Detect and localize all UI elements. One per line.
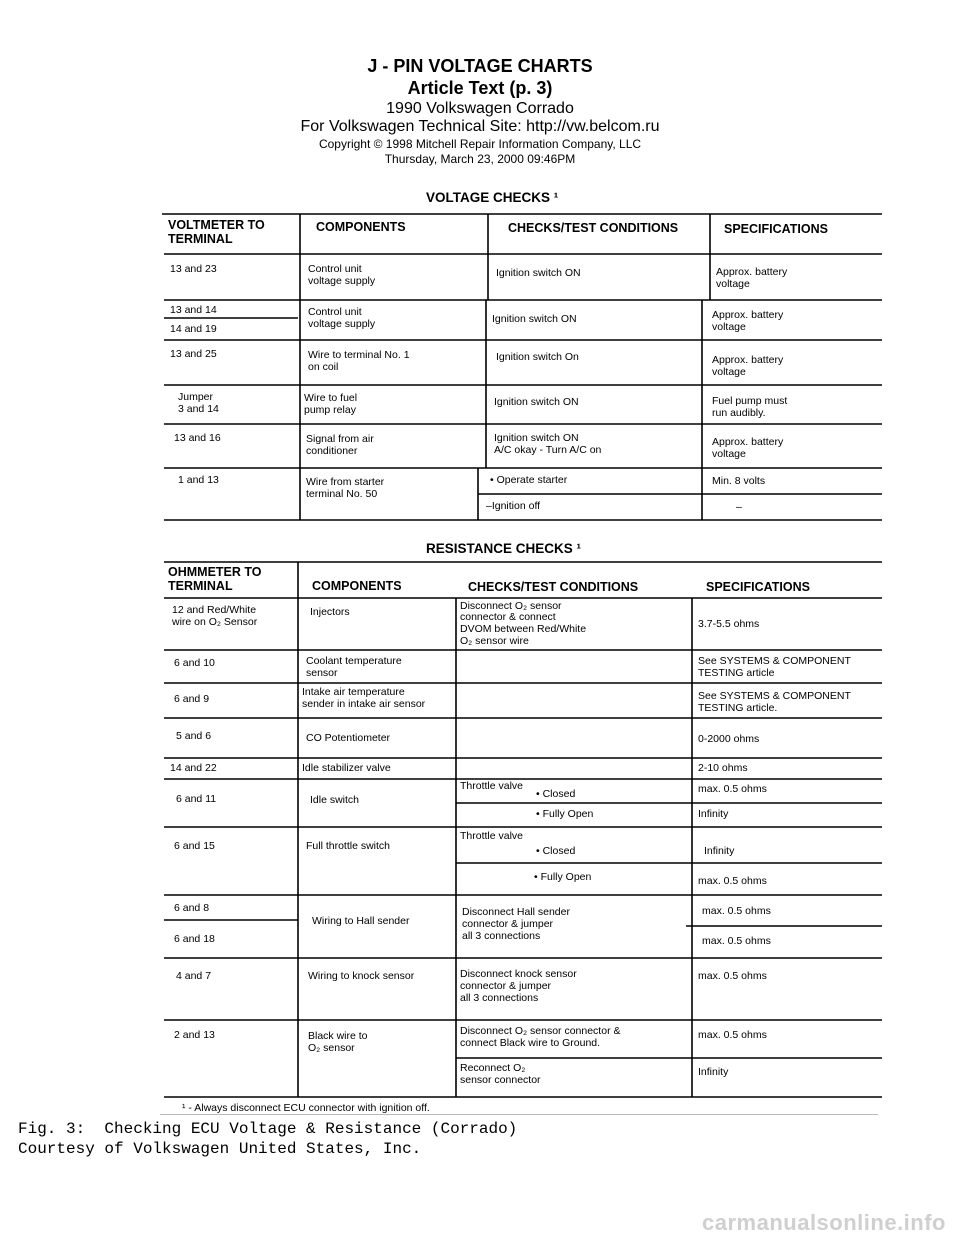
v-row3-component-1: Wire to terminal No. 1 <box>308 349 410 361</box>
r-row5-spec: 2-10 ohms <box>698 762 748 774</box>
r-row8-check-2: connector & jumper <box>462 918 554 930</box>
r-row7-component: Full throttle switch <box>306 840 391 852</box>
v-row4-component-1: Wire to fuel <box>304 392 358 404</box>
v-row2-terminal-1: 13 and 14 <box>170 304 217 316</box>
r-row9-spec: max. 0.5 ohms <box>698 970 767 982</box>
r-row6-component: Idle switch <box>310 794 360 806</box>
r-row3-component-2: sender in intake air sensor <box>302 698 426 710</box>
r-row7-spec-1: Infinity <box>704 845 735 857</box>
r-row7-terminal: 6 and 15 <box>174 840 215 852</box>
r-row6-terminal: 6 and 11 <box>176 793 217 805</box>
v-row4-spec-2: run audibly. <box>712 407 766 419</box>
v-row6-spec-1: Min. 8 volts <box>712 475 766 487</box>
v-row6-component-2: terminal No. 50 <box>306 488 378 500</box>
site-line: For Volkswagen Technical Site: http://vw.belcom.ru <box>300 118 660 135</box>
r-row7-check-1: Throttle valve <box>460 830 524 842</box>
page-title: J - PIN VOLTAGE CHARTS <box>367 56 593 76</box>
r-row6-spec-1: max. 0.5 ohms <box>698 783 767 795</box>
v-row2-component-2: voltage supply <box>308 318 376 330</box>
r-row10-spec-1: max. 0.5 ohms <box>698 1029 767 1041</box>
v-row5-check-2: A/C okay - Turn A/C on <box>494 444 602 456</box>
vehicle-line: 1990 Volkswagen Corrado <box>386 100 574 117</box>
r-row10-spec-2: Infinity <box>698 1066 729 1078</box>
r-row1-terminal-2: wire on O₂ Sensor <box>172 616 258 628</box>
r-row10-check-4: sensor connector <box>460 1074 541 1086</box>
v-row5-spec-2: voltage <box>712 448 746 460</box>
copyright-line: Copyright © 1998 Mitchell Repair Information Company, LLC <box>318 137 642 151</box>
voltage-header-terminal-1: VOLTMETER TO <box>168 218 265 232</box>
r-row1-terminal-1: 12 and Red/White <box>172 604 257 616</box>
r-row2-spec-2: TESTING article <box>698 667 775 679</box>
r-row1-spec: 3.7-5.5 ohms <box>698 618 760 630</box>
v-row1-component-1: Control unit <box>308 263 362 275</box>
v-row4-terminal-2: 3 and 14 <box>178 403 219 415</box>
v-row1-check: Ignition switch ON <box>496 267 581 279</box>
r-row4-terminal: 5 and 6 <box>176 730 212 742</box>
r-row8-check-1: Disconnect Hall sender <box>462 906 570 918</box>
v-row3-component-2: on coil <box>308 361 339 373</box>
resistance-header-terminal-1: OHMMETER TO <box>168 565 262 579</box>
v-row5-check-1: Ignition switch ON <box>494 432 579 444</box>
v-row2-terminal-2: 14 and 19 <box>170 323 217 335</box>
r-row10-check-3: Reconnect O₂ <box>460 1062 526 1074</box>
r-row8-terminal-1: 6 and 8 <box>174 902 210 914</box>
v-row6-check-2: –Ignition off <box>486 500 541 512</box>
r-row10-component-2: O₂ sensor <box>308 1042 355 1054</box>
v-row1-spec-2: voltage <box>716 278 750 290</box>
v-row2-spec-1: Approx. battery <box>712 309 784 321</box>
resistance-header-specs: SPECIFICATIONS <box>706 580 810 594</box>
v-row5-spec-1: Approx. battery <box>712 436 784 448</box>
r-row1-check-1: Disconnect O₂ sensor <box>460 600 562 612</box>
caption-rule <box>160 1114 878 1115</box>
r-row4-spec: 0-2000 ohms <box>698 733 760 745</box>
v-row1-terminal: 13 and 23 <box>170 263 217 275</box>
v-row4-component-2: pump relay <box>304 404 356 416</box>
r-row3-spec-2: TESTING article. <box>698 702 778 714</box>
voltage-header-terminal-2: TERMINAL <box>168 232 233 246</box>
r-row9-check-3: all 3 connections <box>460 992 539 1004</box>
r-row9-component: Wiring to knock sensor <box>308 970 415 982</box>
r-row2-component-1: Coolant temperature <box>306 655 402 667</box>
r-row1-check-3: DVOM between Red/White <box>460 623 587 635</box>
r-row8-component: Wiring to Hall sender <box>312 915 410 927</box>
v-row1-component-2: voltage supply <box>308 275 376 287</box>
v-row4-spec-1: Fuel pump must <box>712 395 788 407</box>
r-row6-check-2: • Closed <box>536 788 576 800</box>
r-row2-component-2: sensor <box>306 667 338 679</box>
resistance-title: RESISTANCE CHECKS ¹ <box>426 541 582 556</box>
r-row6-check-3: • Fully Open <box>536 808 594 820</box>
v-row6-spec-2: – <box>736 501 742 513</box>
r-row3-spec-1: See SYSTEMS & COMPONENT <box>698 690 851 702</box>
r-row7-check-3: • Fully Open <box>534 871 592 883</box>
r-row10-check-1: Disconnect O₂ sensor connector & <box>460 1025 621 1037</box>
voltage-header-checks: CHECKS/TEST CONDITIONS <box>508 221 679 235</box>
r-row9-terminal: 4 and 7 <box>176 970 212 982</box>
v-row5-terminal: 13 and 16 <box>174 432 221 444</box>
r-row8-spec-2: max. 0.5 ohms <box>702 935 771 947</box>
v-row3-check: Ignition switch On <box>496 351 579 363</box>
date-line: Thursday, March 23, 2000 09:46PM <box>384 152 576 166</box>
r-row10-component-1: Black wire to <box>308 1030 368 1042</box>
v-row2-check: Ignition switch ON <box>492 313 577 325</box>
resistance-header-checks: CHECKS/TEST CONDITIONS <box>468 580 639 594</box>
resistance-header-terminal-2: TERMINAL <box>168 579 233 593</box>
v-row3-terminal: 13 and 25 <box>170 348 217 360</box>
r-row1-check-2: connector & connect <box>460 611 556 623</box>
r-row9-check-2: connector & jumper <box>460 980 552 992</box>
voltage-header-specs: SPECIFICATIONS <box>724 222 828 236</box>
figure-credit: Courtesy of Volkswagen United States, Inc. <box>18 1140 422 1158</box>
resistance-header-components: COMPONENTS <box>312 579 402 593</box>
r-row8-terminal-2: 6 and 18 <box>174 933 215 945</box>
r-row5-component: Idle stabilizer valve <box>302 762 391 774</box>
r-row7-spec-2: max. 0.5 ohms <box>698 875 767 887</box>
v-row5-component-1: Signal from air <box>306 433 374 445</box>
r-row1-check-4: O₂ sensor wire <box>460 635 529 647</box>
voltage-header-components: COMPONENTS <box>316 220 406 234</box>
v-row6-component-1: Wire from starter <box>306 476 385 488</box>
r-row8-check-3: all 3 connections <box>462 930 541 942</box>
v-row2-component-1: Control unit <box>308 306 362 318</box>
v-row4-check: Ignition switch ON <box>494 396 579 408</box>
voltage-title: VOLTAGE CHECKS ¹ <box>426 190 559 205</box>
r-row2-spec-1: See SYSTEMS & COMPONENT <box>698 655 851 667</box>
r-row2-terminal: 6 and 10 <box>174 657 215 669</box>
figure-caption: Fig. 3: Checking ECU Voltage & Resistance (Corrado) <box>18 1120 518 1138</box>
r-row6-spec-2: Infinity <box>698 808 729 820</box>
v-row5-component-2: conditioner <box>306 445 358 457</box>
r-row1-component: Injectors <box>310 606 350 618</box>
v-row1-spec-1: Approx. battery <box>716 266 788 278</box>
r-row3-component-1: Intake air temperature <box>302 686 405 698</box>
v-row3-spec-1: Approx. battery <box>712 354 784 366</box>
v-row3-spec-2: voltage <box>712 366 746 378</box>
v-row4-terminal-1: Jumper <box>178 391 214 403</box>
r-row7-check-2: • Closed <box>536 845 576 857</box>
r-row5-terminal: 14 and 22 <box>170 762 217 774</box>
r-row9-check-1: Disconnect knock sensor <box>460 968 577 980</box>
page-subtitle: Article Text (p. 3) <box>407 78 553 98</box>
r-row4-component: CO Potentiometer <box>306 732 391 744</box>
r-row10-terminal: 2 and 13 <box>174 1029 215 1041</box>
v-row6-terminal: 1 and 13 <box>178 474 219 486</box>
r-row10-check-2: connect Black wire to Ground. <box>460 1037 601 1049</box>
v-row2-spec-2: voltage <box>712 321 746 333</box>
r-row3-terminal: 6 and 9 <box>174 693 210 705</box>
watermark: carmanualsonline.info <box>702 1210 946 1235</box>
r-row6-check-1: Throttle valve <box>460 780 524 792</box>
footnote: ¹ - Always disconnect ECU connector with ignition off. <box>182 1102 430 1114</box>
v-row6-check-1: • Operate starter <box>490 474 568 486</box>
r-row8-spec-1: max. 0.5 ohms <box>702 905 771 917</box>
